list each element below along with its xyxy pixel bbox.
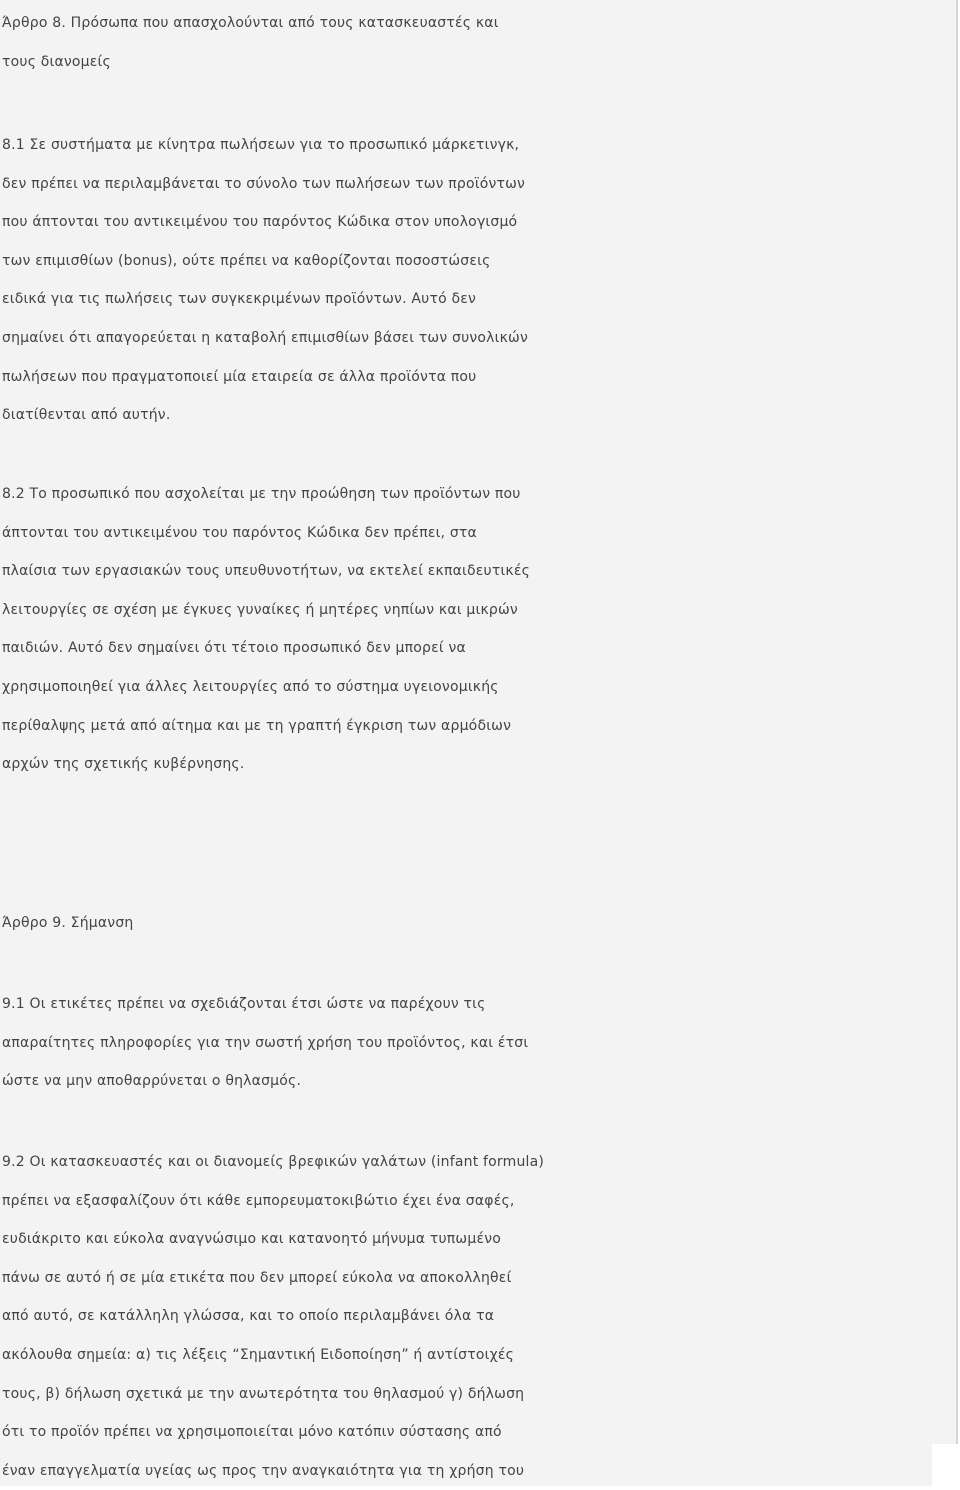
text-line: 8.2 Το προσωπικό που ασχολείται με την προώθηση των προϊόντων που [2, 486, 521, 502]
text-line: ώστε να μην αποθαρρύνεται ο θηλασμός. [2, 1073, 302, 1090]
text-line: τους διανομείς [2, 53, 111, 70]
article-8-heading [2, 4, 958, 81]
text-line: πωλήσεων που πραγματοποιεί μία εταιρεία σε άλλα προϊόντα που [2, 368, 477, 385]
paragraph-9-1 [2, 985, 958, 1101]
text-line: διατίθενται από αυτήν. [2, 407, 171, 424]
text-line: χρησιμοποιηθεί για άλλες λειτουργίες από το σύστημα υγειονομικής [2, 678, 499, 695]
text-line: πάνω σε αυτό ή σε μία ετικέτα που δεν μπορεί εύκολα να αποκολληθεί [2, 1269, 512, 1286]
text-line: ότι το προϊόν πρέπει να χρησιμοποιείται μόνο κατόπιν σύστασης από [2, 1424, 502, 1441]
text-line: 8.1 Σε συστήματα με κίνητρα πωλήσεων για το προσωπικό μάρκετινγκ, [2, 137, 520, 153]
text-line: τους, β) δήλωση σχετικά με την ανωτερότητα του θηλασμού γ) δήλωση [2, 1385, 525, 1402]
text-line: πλαίσια των εργασιακών τους υπευθυνοτήτων, να εκτελεί εκπαιδευτικές [2, 563, 531, 580]
text-line: ακόλουθα σημεία: α) τις λέξεις “Σημαντική Ειδοποίηση” ή αντίστοιχές [2, 1346, 515, 1363]
paragraph-8-2 [2, 475, 958, 784]
text-line: Άρθρο 9. Σήμανση [2, 915, 134, 931]
text-line: έναν επαγγελματία υγείας ως προς την αναγκαιότητα για τη χρήση του [2, 1462, 525, 1479]
text-line: Άρθρο 8. Πρόσωπα που απασχολούνται από τους κατασκευαστές και [2, 15, 499, 31]
article-9-heading [2, 904, 958, 943]
text-line: περίθαλψης μετά από αίτημα και με τη γραπτή έγκριση των αρμόδιων [2, 717, 512, 734]
text-line: αρχών της σχετικής κυβέρνησης. [2, 756, 245, 773]
text-line: ευδιάκριτο και εύκολα αναγνώσιμο και κατανοητό μήνυμα τυπωμένο [2, 1231, 502, 1248]
text-line: δεν πρέπει να περιλαμβάνεται το σύνολο των πωλήσεων των προϊόντων [2, 175, 526, 192]
text-line: 9.1 Οι ετικέτες πρέπει να σχεδιάζονται έτσι ώστε να παρέχουν τις [2, 996, 486, 1012]
text-line: πρέπει να εξασφαλίζουν ότι κάθε εμπορευματοκιβώτιο έχει ένα σαφές, [2, 1192, 515, 1209]
text-line: ειδικά για τις πωλήσεις των συγκεκριμένων προϊόντων. Αυτό δεν [2, 291, 477, 308]
paragraph-9-2 [2, 1143, 958, 1490]
paragraph-8-1 [2, 126, 958, 435]
text-line: παιδιών. Αυτό δεν σημαίνει ότι τέτοιο προσωπικό δεν μπορεί να [2, 640, 466, 657]
text-line: άπτονται του αντικειμένου του παρόντος Κώδικα δεν πρέπει, στα [2, 524, 477, 541]
text-line: λειτουργίες σε σχέση με έγκυες γυναίκες ή μητέρες νηπίων και μικρών [2, 601, 518, 618]
text-line: 9.2 Οι κατασκευαστές και οι διανομείς βρεφικών γαλάτων (infant formula) [2, 1154, 545, 1170]
page-corner [932, 1444, 960, 1486]
text-line: απαραίτητες πληροφορίες για την σωστή χρήση του προϊόντος, και έτσι [2, 1034, 529, 1051]
text-line: των επιμισθίων (bonus), ούτε πρέπει να καθορίζονται ποσοστώσεις [2, 252, 491, 269]
text-line: σημαίνει ότι απαγορεύεται η καταβολή επιμισθίων βάσει των συνολικών [2, 329, 528, 346]
text-line: από αυτό, σε κατάλληλη γλώσσα, και το οποίο περιλαμβάνει όλα τα [2, 1308, 495, 1325]
text-line: που άπτονται του αντικειμένου του παρόντος Κώδικα στον υπολογισμό [2, 214, 518, 231]
